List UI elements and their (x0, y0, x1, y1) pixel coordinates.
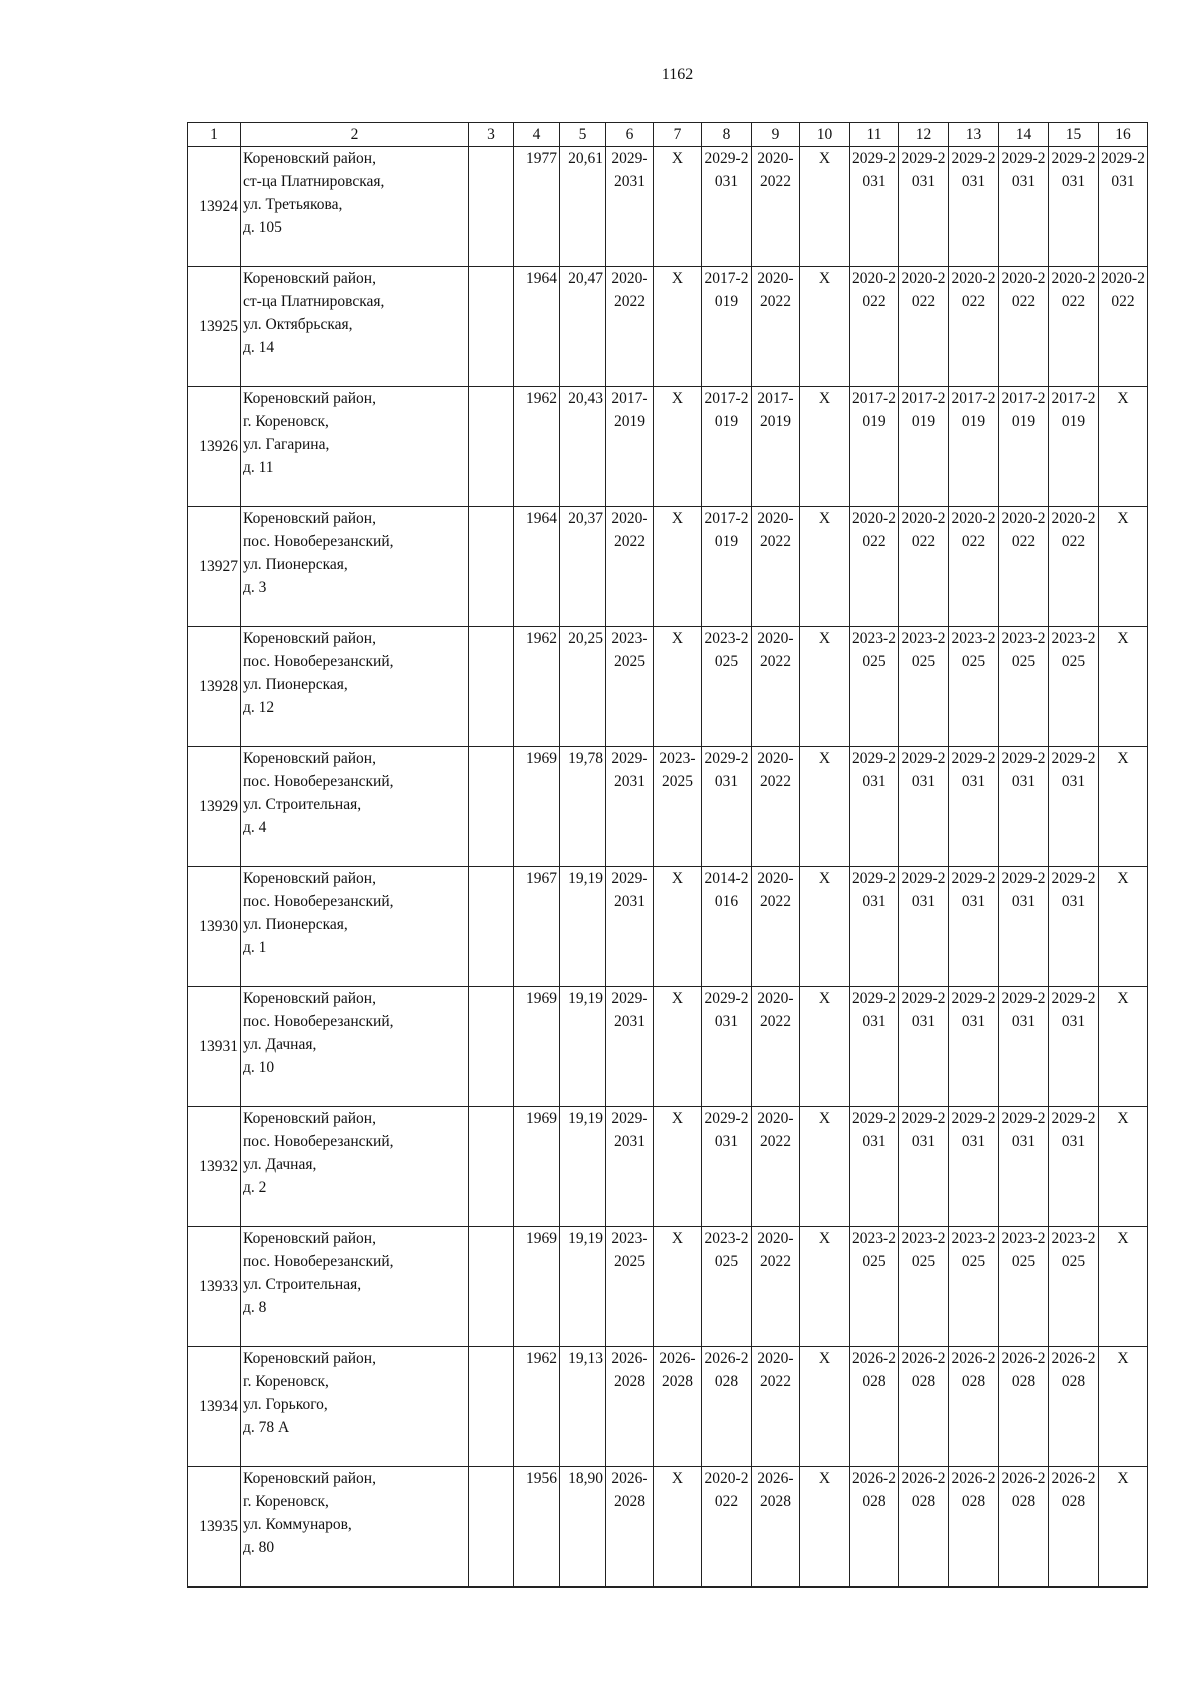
cell-c11: 2029-2031 (850, 147, 899, 267)
cell-c5: 19,19 (560, 987, 606, 1107)
cell-c13: 2017-2019 (949, 387, 999, 507)
address-line: ул. Строительная, (243, 1276, 362, 1293)
row-number: 13931 (188, 987, 241, 1107)
cell-c11: 2026-2028 (850, 1467, 899, 1587)
cell-c15: 2029-2031 (1049, 987, 1099, 1107)
cell-c6: 2029-2031 (606, 147, 654, 267)
cell-c6: 2026-2028 (606, 1467, 654, 1587)
cell-c11: 2029-2031 (850, 867, 899, 987)
cell-c11: 2023-2025 (850, 627, 899, 747)
cell-c16: X (1099, 747, 1148, 867)
cell-c4: 1962 (514, 1347, 560, 1467)
cell-c13: 2020-2022 (949, 267, 999, 387)
address-line: пос. Новоберезанский, (243, 1013, 394, 1030)
row-number: 13934 (188, 1347, 241, 1467)
address-cell (241, 747, 469, 867)
cell-c7: X (654, 867, 702, 987)
cell-c10: X (800, 507, 850, 627)
cell-c11: 2017-2019 (850, 387, 899, 507)
column-header-2: 2 (241, 123, 469, 147)
cell-c3 (469, 1107, 514, 1227)
address-line: д. 78 А (243, 1419, 290, 1436)
cell-c13: 2029-2031 (949, 747, 999, 867)
cell-c3 (469, 867, 514, 987)
row-number: 13930 (188, 867, 241, 987)
cell-c5: 20,47 (560, 267, 606, 387)
cell-c14: 2029-2031 (999, 867, 1049, 987)
cell-c10: X (800, 867, 850, 987)
row-number: 13927 (188, 507, 241, 627)
table-row (188, 1347, 1148, 1467)
cell-c7: X (654, 627, 702, 747)
cell-c10: X (800, 147, 850, 267)
cell-c7: X (654, 987, 702, 1107)
cell-c7: X (654, 1227, 702, 1347)
address-cell (241, 267, 469, 387)
address-line: д. 12 (243, 699, 275, 716)
table-row (188, 267, 1148, 387)
cell-c12: 2029-2031 (899, 867, 949, 987)
address-line: ул. Строительная, (243, 796, 362, 813)
cell-c13: 2029-2031 (949, 147, 999, 267)
row-number: 13935 (188, 1467, 241, 1587)
cell-c6: 2029-2031 (606, 1107, 654, 1227)
address-line: пос. Новоберезанский, (243, 1133, 394, 1150)
cell-c8: 2029-2031 (702, 147, 752, 267)
cell-c8: 2026-2028 (702, 1347, 752, 1467)
cell-c9: 2020-2022 (752, 147, 800, 267)
cell-c12: 2029-2031 (899, 747, 949, 867)
cell-c6: 2029-2031 (606, 987, 654, 1107)
registry-table (187, 122, 1148, 1588)
cell-c8: 2017-2019 (702, 267, 752, 387)
cell-c5: 19,19 (560, 867, 606, 987)
address-cell (241, 1467, 469, 1587)
cell-c3 (469, 507, 514, 627)
cell-c8: 2023-2025 (702, 627, 752, 747)
header-row (188, 123, 1148, 147)
row-number: 13929 (188, 747, 241, 867)
cell-c8: 2020-2022 (702, 1467, 752, 1587)
cell-c12: 2020-2022 (899, 507, 949, 627)
address-cell (241, 1107, 469, 1227)
row-number: 13933 (188, 1227, 241, 1347)
cell-c8: 2014-2016 (702, 867, 752, 987)
address-line: ст-ца Платнировская, (243, 173, 385, 190)
address-line: ул. Гагарина, (243, 436, 330, 453)
address-cell (241, 147, 469, 267)
column-header-11: 11 (850, 123, 899, 147)
cell-c16: X (1099, 1467, 1148, 1587)
address-line: пос. Новоберезанский, (243, 1253, 394, 1270)
cell-c12: 2020-2022 (899, 267, 949, 387)
cell-c9: 2020-2022 (752, 987, 800, 1107)
cell-c10: X (800, 1467, 850, 1587)
cell-c12: 2029-2031 (899, 147, 949, 267)
cell-c3 (469, 387, 514, 507)
row-number: 13924 (188, 147, 241, 267)
cell-c16: X (1099, 1107, 1148, 1227)
address-line: ул. Пионерская, (243, 556, 348, 573)
cell-c9: 2020-2022 (752, 867, 800, 987)
cell-c7: 2023-2025 (654, 747, 702, 867)
cell-c6: 2020-2022 (606, 267, 654, 387)
column-header-5: 5 (560, 123, 606, 147)
column-header-6: 6 (606, 123, 654, 147)
cell-c16: 2020-2022 (1099, 267, 1148, 387)
cell-c7: X (654, 1107, 702, 1227)
address-line: ул. Горького, (243, 1396, 328, 1413)
cell-c11: 2026-2028 (850, 1347, 899, 1467)
cell-c11: 2029-2031 (850, 747, 899, 867)
address-line: Кореновский район, (243, 630, 376, 647)
cell-c10: X (800, 387, 850, 507)
address-line: Кореновский район, (243, 1350, 376, 1367)
cell-c12: 2029-2031 (899, 1107, 949, 1227)
cell-c9: 2020-2022 (752, 1107, 800, 1227)
cell-c5: 18,90 (560, 1467, 606, 1587)
table-row (188, 747, 1148, 867)
cell-c4: 1969 (514, 987, 560, 1107)
table-row (188, 627, 1148, 747)
cell-c4: 1967 (514, 867, 560, 987)
cell-c9: 2020-2022 (752, 747, 800, 867)
cell-c7: X (654, 147, 702, 267)
cell-c10: X (800, 1347, 850, 1467)
cell-c15: 2023-2025 (1049, 627, 1099, 747)
column-header-3: 3 (469, 123, 514, 147)
table-row (188, 1467, 1148, 1587)
cell-c9: 2020-2022 (752, 1227, 800, 1347)
cell-c13: 2026-2028 (949, 1467, 999, 1587)
cell-c16: X (1099, 627, 1148, 747)
cell-c15: 2029-2031 (1049, 147, 1099, 267)
cell-c11: 2020-2022 (850, 507, 899, 627)
address-cell (241, 1227, 469, 1347)
address-line: ул. Дачная, (243, 1036, 317, 1053)
cell-c15: 2029-2031 (1049, 747, 1099, 867)
cell-c9: 2020-2022 (752, 267, 800, 387)
cell-c15: 2023-2025 (1049, 1227, 1099, 1347)
address-line: ул. Коммунаров, (243, 1516, 352, 1533)
cell-c9: 2026-2028 (752, 1467, 800, 1587)
cell-c11: 2023-2025 (850, 1227, 899, 1347)
table-row (188, 1107, 1148, 1227)
address-line: Кореновский район, (243, 750, 376, 767)
address-line: д. 14 (243, 339, 275, 356)
cell-c4: 1964 (514, 507, 560, 627)
cell-c4: 1964 (514, 267, 560, 387)
cell-c5: 19,19 (560, 1227, 606, 1347)
cell-c11: 2020-2022 (850, 267, 899, 387)
table-row (188, 507, 1148, 627)
cell-c6: 2026-2028 (606, 1347, 654, 1467)
address-line: Кореновский район, (243, 990, 376, 1007)
address-line: д. 2 (243, 1179, 267, 1196)
cell-c8: 2017-2019 (702, 507, 752, 627)
cell-c12: 2017-2019 (899, 387, 949, 507)
table-row (188, 387, 1148, 507)
cell-c15: 2020-2022 (1049, 267, 1099, 387)
cell-c8: 2029-2031 (702, 1107, 752, 1227)
address-line: ул. Октябрьская, (243, 316, 353, 333)
cell-c4: 1956 (514, 1467, 560, 1587)
cell-c3 (469, 627, 514, 747)
address-cell (241, 987, 469, 1107)
cell-c13: 2020-2022 (949, 507, 999, 627)
cell-c5: 20,43 (560, 387, 606, 507)
cell-c12: 2023-2025 (899, 1227, 949, 1347)
cell-c6: 2017-2019 (606, 387, 654, 507)
cell-c6: 2020-2022 (606, 507, 654, 627)
table-body (188, 147, 1148, 1587)
address-line: д. 3 (243, 579, 267, 596)
cell-c11: 2029-2031 (850, 987, 899, 1107)
table-row (188, 147, 1148, 267)
table-row (188, 1227, 1148, 1347)
column-header-4: 4 (514, 123, 560, 147)
cell-c13: 2029-2031 (949, 867, 999, 987)
address-line: Кореновский район, (243, 870, 376, 887)
cell-c12: 2023-2025 (899, 627, 949, 747)
address-line: г. Кореновск, (243, 1493, 329, 1510)
cell-c3 (469, 267, 514, 387)
cell-c16: 2029-2031 (1099, 147, 1148, 267)
cell-c9: 2017-2019 (752, 387, 800, 507)
address-line: Кореновский район, (243, 1230, 376, 1247)
cell-c8: 2023-2025 (702, 1227, 752, 1347)
column-header-9: 9 (752, 123, 800, 147)
cell-c3 (469, 147, 514, 267)
cell-c14: 2029-2031 (999, 147, 1049, 267)
cell-c9: 2020-2022 (752, 1347, 800, 1467)
cell-c14: 2029-2031 (999, 747, 1049, 867)
column-header-12: 12 (899, 123, 949, 147)
cell-c14: 2017-2019 (999, 387, 1049, 507)
row-number: 13928 (188, 627, 241, 747)
cell-c10: X (800, 987, 850, 1107)
cell-c5: 19,19 (560, 1107, 606, 1227)
cell-c4: 1969 (514, 747, 560, 867)
cell-c15: 2029-2031 (1049, 1107, 1099, 1227)
address-line: д. 10 (243, 1059, 275, 1076)
column-header-10: 10 (800, 123, 850, 147)
cell-c12: 2029-2031 (899, 987, 949, 1107)
cell-c12: 2026-2028 (899, 1467, 949, 1587)
address-line: д. 8 (243, 1299, 267, 1316)
address-line: д. 105 (243, 219, 282, 236)
cell-c9: 2020-2022 (752, 627, 800, 747)
cell-c10: X (800, 627, 850, 747)
address-line: ул. Пионерская, (243, 916, 348, 933)
column-header-1: 1 (188, 123, 241, 147)
cell-c16: X (1099, 387, 1148, 507)
cell-c5: 20,25 (560, 627, 606, 747)
cell-c9: 2020-2022 (752, 507, 800, 627)
address-line: пос. Новоберезанский, (243, 653, 394, 670)
address-line: д. 80 (243, 1539, 275, 1556)
address-line: пос. Новоберезанский, (243, 893, 394, 910)
cell-c13: 2026-2028 (949, 1347, 999, 1467)
cell-c14: 2029-2031 (999, 987, 1049, 1107)
address-cell (241, 1347, 469, 1467)
cell-c12: 2026-2028 (899, 1347, 949, 1467)
address-line: д. 1 (243, 939, 267, 956)
column-header-16: 16 (1099, 123, 1148, 147)
cell-c13: 2023-2025 (949, 627, 999, 747)
address-line: Кореновский район, (243, 390, 376, 407)
column-header-15: 15 (1049, 123, 1099, 147)
cell-c16: X (1099, 867, 1148, 987)
cell-c14: 2023-2025 (999, 627, 1049, 747)
address-line: ул. Пионерская, (243, 676, 348, 693)
cell-c13: 2023-2025 (949, 1227, 999, 1347)
address-line: ул. Дачная, (243, 1156, 317, 1173)
cell-c6: 2023-2025 (606, 1227, 654, 1347)
cell-c13: 2029-2031 (949, 1107, 999, 1227)
address-line: г. Кореновск, (243, 1373, 329, 1390)
cell-c13: 2029-2031 (949, 987, 999, 1107)
cell-c6: 2029-2031 (606, 747, 654, 867)
column-header-7: 7 (654, 123, 702, 147)
cell-c4: 1962 (514, 627, 560, 747)
cell-c11: 2029-2031 (850, 1107, 899, 1227)
cell-c3 (469, 1227, 514, 1347)
address-line: д. 11 (243, 459, 274, 476)
address-line: Кореновский район, (243, 150, 376, 167)
cell-c7: X (654, 387, 702, 507)
cell-c3 (469, 1467, 514, 1587)
cell-c14: 2020-2022 (999, 507, 1049, 627)
cell-c14: 2029-2031 (999, 1107, 1049, 1227)
cell-c10: X (800, 747, 850, 867)
cell-c15: 2026-2028 (1049, 1347, 1099, 1467)
row-number: 13932 (188, 1107, 241, 1227)
cell-c14: 2023-2025 (999, 1227, 1049, 1347)
address-cell (241, 387, 469, 507)
cell-c5: 20,37 (560, 507, 606, 627)
address-line: г. Кореновск, (243, 413, 329, 430)
address-line: ст-ца Платнировская, (243, 293, 385, 310)
cell-c6: 2023-2025 (606, 627, 654, 747)
cell-c5: 20,61 (560, 147, 606, 267)
page-number: 1162 (661, 66, 694, 83)
cell-c4: 1969 (514, 1227, 560, 1347)
address-line: пос. Новоберезанский, (243, 533, 394, 550)
column-header-13: 13 (949, 123, 999, 147)
cell-c3 (469, 987, 514, 1107)
cell-c6: 2029-2031 (606, 867, 654, 987)
cell-c7: X (654, 1467, 702, 1587)
cell-c14: 2026-2028 (999, 1347, 1049, 1467)
cell-c5: 19,78 (560, 747, 606, 867)
cell-c5: 19,13 (560, 1347, 606, 1467)
cell-c3 (469, 747, 514, 867)
address-line: пос. Новоберезанский, (243, 773, 394, 790)
cell-c16: X (1099, 1347, 1148, 1467)
cell-c10: X (800, 1227, 850, 1347)
cell-c10: X (800, 1107, 850, 1227)
address-line: ул. Третьякова, (243, 196, 343, 213)
address-cell (241, 507, 469, 627)
column-header-8: 8 (702, 123, 752, 147)
address-line: д. 4 (243, 819, 267, 836)
address-line: Кореновский район, (243, 510, 376, 527)
cell-c15: 2017-2019 (1049, 387, 1099, 507)
cell-c7: X (654, 267, 702, 387)
cell-c7: 2026-2028 (654, 1347, 702, 1467)
cell-c15: 2020-2022 (1049, 507, 1099, 627)
cell-c16: X (1099, 987, 1148, 1107)
cell-c4: 1977 (514, 147, 560, 267)
cell-c8: 2029-2031 (702, 747, 752, 867)
cell-c8: 2029-2031 (702, 987, 752, 1107)
table-row (188, 867, 1148, 987)
address-line: Кореновский район, (243, 1110, 376, 1127)
cell-c14: 2020-2022 (999, 267, 1049, 387)
address-cell (241, 867, 469, 987)
address-line: Кореновский район, (243, 270, 376, 287)
address-line: Кореновский район, (243, 1470, 376, 1487)
cell-c10: X (800, 267, 850, 387)
address-cell (241, 627, 469, 747)
cell-c3 (469, 1347, 514, 1467)
table-row (188, 987, 1148, 1107)
cell-c15: 2026-2028 (1049, 1467, 1099, 1587)
cell-c15: 2029-2031 (1049, 867, 1099, 987)
cell-c14: 2026-2028 (999, 1467, 1049, 1587)
row-number: 13925 (188, 267, 241, 387)
cell-c16: X (1099, 507, 1148, 627)
cell-c7: X (654, 507, 702, 627)
row-number: 13926 (188, 387, 241, 507)
column-header-14: 14 (999, 123, 1049, 147)
cell-c4: 1969 (514, 1107, 560, 1227)
cell-c16: X (1099, 1227, 1148, 1347)
cell-c8: 2017-2019 (702, 387, 752, 507)
cell-c4: 1962 (514, 387, 560, 507)
